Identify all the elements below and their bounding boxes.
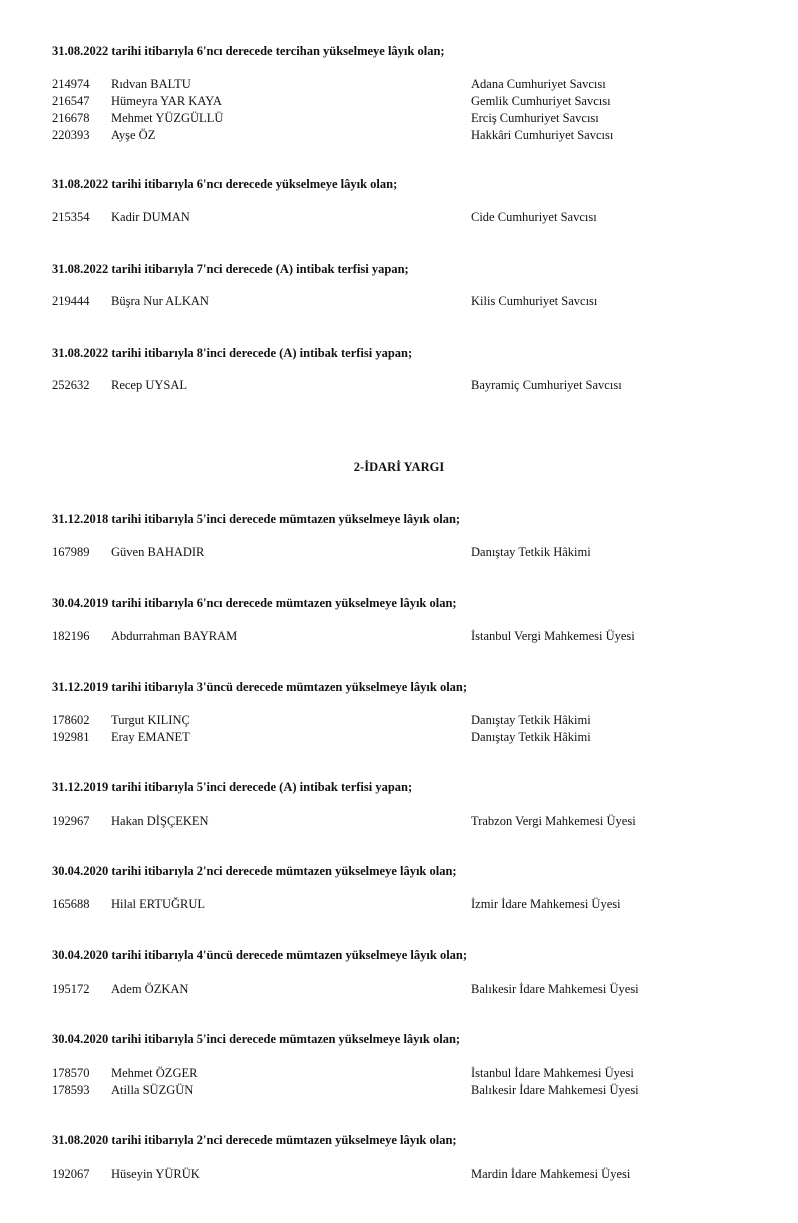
job-title: İstanbul Vergi Mahkemesi Üyesi <box>471 629 635 643</box>
sicil-number: 167989 <box>52 545 90 559</box>
personnel-row <box>0 629 798 646</box>
sicil-number: 192981 <box>52 730 90 744</box>
person-name: Turgut KILINÇ <box>111 713 190 727</box>
section-heading: 30.04.2020 tarihi itibarıyla 4'üncü derecede mümtazen yükselmeye lâyık olan; <box>52 948 468 962</box>
sicil-number: 215354 <box>52 210 90 224</box>
personnel-row <box>0 1083 798 1100</box>
personnel-row <box>0 294 798 311</box>
personnel-row <box>0 730 798 747</box>
person-name: Büşra Nur ALKAN <box>111 294 209 308</box>
person-name: Hilal ERTUĞRUL <box>111 897 206 911</box>
sicil-number: 214974 <box>52 77 90 91</box>
personnel-row <box>0 378 798 395</box>
job-title: İstanbul İdare Mahkemesi Üyesi <box>471 1066 634 1080</box>
section-heading: 31.08.2022 tarihi itibarıyla 6'ncı derecede tercihan yükselmeye lâyık olan; <box>52 44 445 58</box>
job-title: Balıkesir İdare Mahkemesi Üyesi <box>471 1083 639 1097</box>
sicil-number: 216678 <box>52 111 90 125</box>
job-title: Erciş Cumhuriyet Savcısı <box>471 111 599 125</box>
person-name: Güven BAHADIR <box>111 545 205 559</box>
sicil-number: 178602 <box>52 713 90 727</box>
job-title: Danıştay Tetkik Hâkimi <box>471 545 591 559</box>
personnel-row <box>0 545 798 562</box>
sicil-number: 220393 <box>52 128 90 142</box>
section-heading: 30.04.2020 tarihi itibarıyla 2'nci derecede mümtazen yükselmeye lâyık olan; <box>52 864 457 878</box>
job-title: Cide Cumhuriyet Savcısı <box>471 210 597 224</box>
section-heading: 31.12.2019 tarihi itibarıyla 3'üncü derecede mümtazen yükselmeye lâyık olan; <box>52 680 468 694</box>
sicil-number: 182196 <box>52 629 90 643</box>
section-heading: 31.08.2022 tarihi itibarıyla 7'nci derecede (A) intibak terfisi yapan; <box>52 262 409 276</box>
personnel-row <box>0 210 798 227</box>
sicil-number: 192067 <box>52 1167 90 1181</box>
person-name: Hüseyin YÜRÜK <box>111 1167 200 1181</box>
person-name: Abdurrahman BAYRAM <box>111 629 238 643</box>
job-title: Adana Cumhuriyet Savcısı <box>471 77 606 91</box>
personnel-row <box>0 77 798 94</box>
person-name: Eray EMANET <box>111 730 190 744</box>
person-name: Kadir DUMAN <box>111 210 190 224</box>
personnel-row <box>0 713 798 730</box>
section-heading: 31.08.2022 tarihi itibarıyla 8'inci derecede (A) intibak terfisi yapan; <box>52 346 413 360</box>
person-name: Recep UYSAL <box>111 378 188 392</box>
personnel-row <box>0 1167 798 1184</box>
person-name: Hümeyra YAR KAYA <box>111 94 222 108</box>
sicil-number: 192967 <box>52 814 90 828</box>
person-name: Hakan DİŞÇEKEN <box>111 814 209 828</box>
person-name: Mehmet YÜZGÜLLÜ <box>111 111 224 125</box>
section-heading: 30.04.2019 tarihi itibarıyla 6'ncı derecede mümtazen yükselmeye lâyık olan; <box>52 596 457 610</box>
person-name: Adem ÖZKAN <box>111 982 189 996</box>
job-title: Kilis Cumhuriyet Savcısı <box>471 294 598 308</box>
personnel-row <box>0 94 798 111</box>
personnel-row <box>0 111 798 128</box>
sicil-number: 252632 <box>52 378 90 392</box>
job-title: Hakkâri Cumhuriyet Savcısı <box>471 128 614 142</box>
job-title: Danıştay Tetkik Hâkimi <box>471 730 591 744</box>
personnel-row <box>0 1066 798 1083</box>
sicil-number: 219444 <box>52 294 90 308</box>
section-heading: 31.12.2018 tarihi itibarıyla 5'inci derecede mümtazen yükselmeye lâyık olan; <box>52 512 461 526</box>
job-title: Gemlik Cumhuriyet Savcısı <box>471 94 611 108</box>
sicil-number: 178570 <box>52 1066 90 1080</box>
job-title: Bayramiç Cumhuriyet Savcısı <box>471 378 622 392</box>
person-name: Ayşe ÖZ <box>111 128 156 142</box>
section-title-idari-yargi: 2-İDARİ YARGI <box>353 460 445 474</box>
section-heading: 31.08.2022 tarihi itibarıyla 6'ncı derecede yükselmeye lâyık olan; <box>52 177 398 191</box>
section-heading: 31.08.2020 tarihi itibarıyla 2'nci derecede mümtazen yükselmeye lâyık olan; <box>52 1133 457 1147</box>
sicil-number: 165688 <box>52 897 90 911</box>
job-title: İzmir İdare Mahkemesi Üyesi <box>471 897 621 911</box>
job-title: Balıkesir İdare Mahkemesi Üyesi <box>471 982 639 996</box>
sicil-number: 216547 <box>52 94 90 108</box>
job-title: Trabzon Vergi Mahkemesi Üyesi <box>471 814 636 828</box>
person-name: Atilla SÜZGÜN <box>111 1083 194 1097</box>
personnel-row <box>0 814 798 831</box>
personnel-row <box>0 128 798 145</box>
sicil-number: 178593 <box>52 1083 90 1097</box>
section-heading: 30.04.2020 tarihi itibarıyla 5'inci derecede mümtazen yükselmeye lâyık olan; <box>52 1032 461 1046</box>
job-title: Danıştay Tetkik Hâkimi <box>471 713 591 727</box>
section-heading: 31.12.2019 tarihi itibarıyla 5'inci derecede (A) intibak terfisi yapan; <box>52 780 413 794</box>
person-name: Rıdvan BALTU <box>111 77 191 91</box>
person-name: Mehmet ÖZGER <box>111 1066 198 1080</box>
personnel-row <box>0 982 798 999</box>
sicil-number: 195172 <box>52 982 90 996</box>
job-title: Mardin İdare Mahkemesi Üyesi <box>471 1167 631 1181</box>
personnel-row <box>0 897 798 914</box>
